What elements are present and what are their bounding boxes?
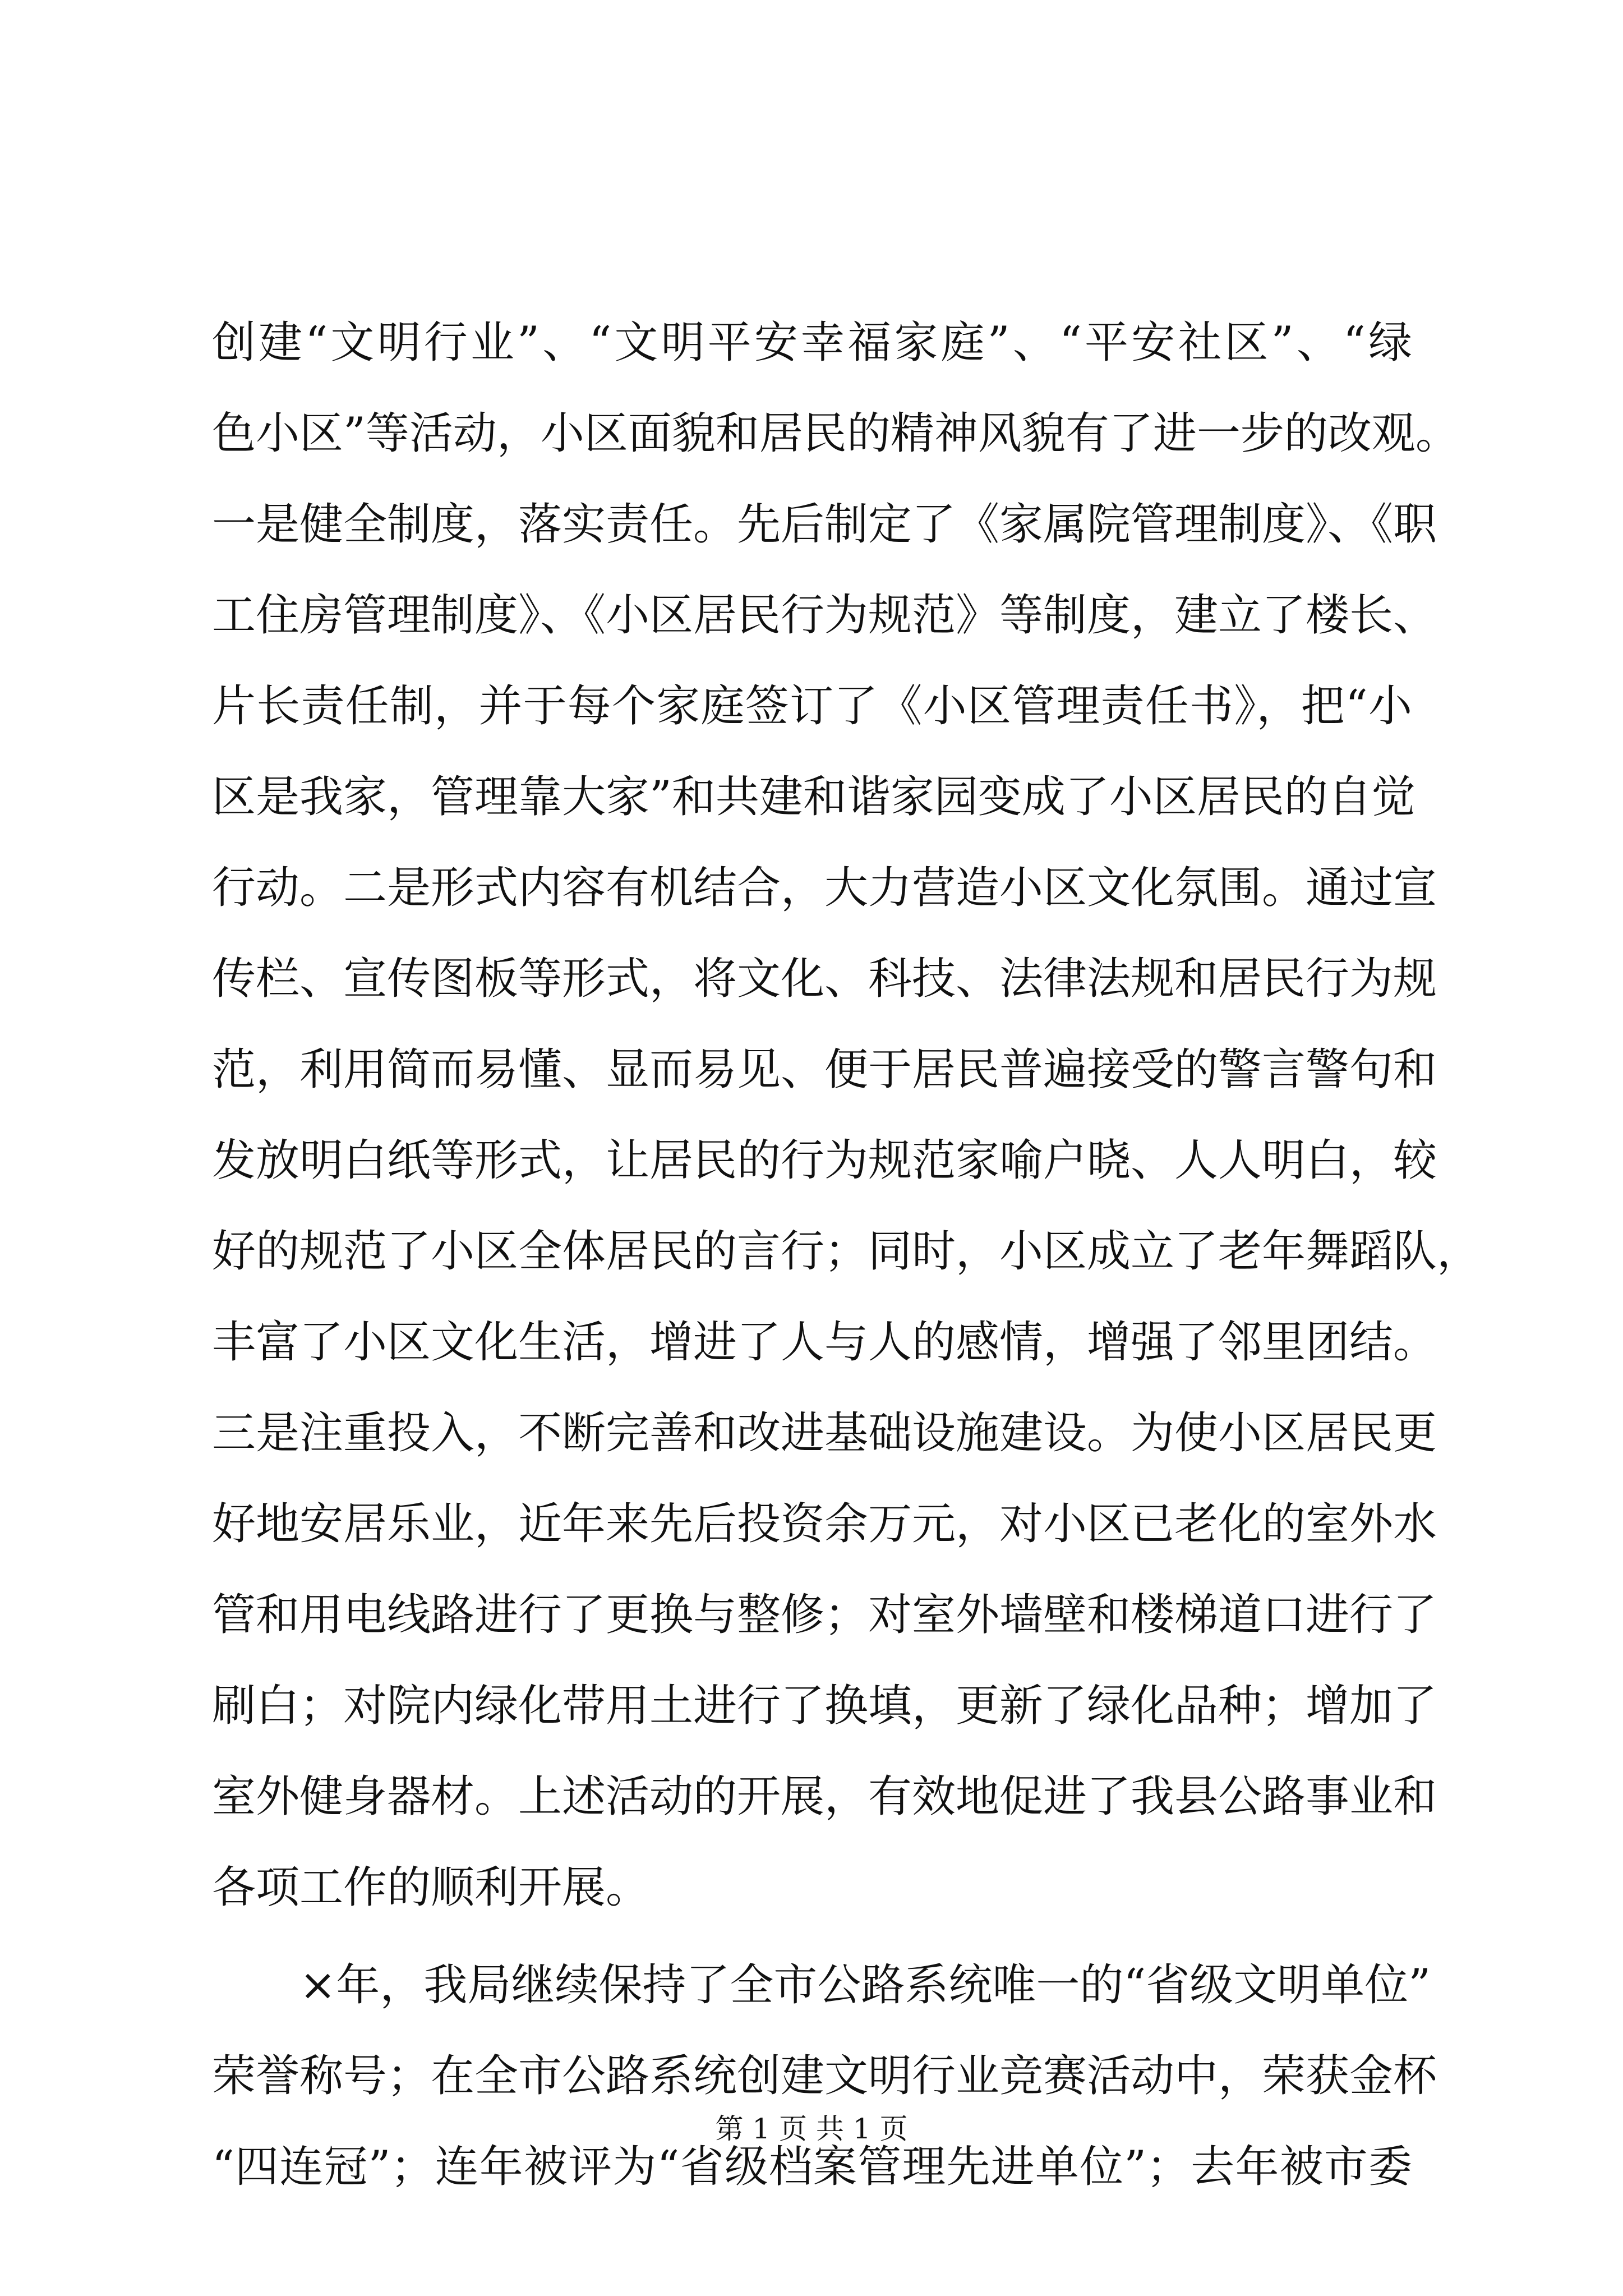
- text-line: 一是健全制度，落实责任。先后制定了《家属院管理制度》、《职: [212, 499, 1437, 550]
- text-line: 好的规范了小区全体居民的言行；同时，小区成立了老年舞蹈队，: [212, 1226, 1481, 1277]
- text-line: 行动。二是形式内容有机结合，大力营造小区文化氛围。通过宣: [212, 863, 1437, 913]
- text-line: 区是我家，管理靠大家”和共建和谐家园变成了小区居民的自觉: [212, 772, 1415, 822]
- text-line: 室外健身器材。上述活动的开展，有效地促进了我县公路事业和: [212, 1772, 1437, 1822]
- text-line: 片长责任制，并于每个家庭签订了《小区管理责任书》，把“小: [212, 681, 1412, 731]
- paragraph-gap: [212, 1933, 1412, 1940]
- text-line: 丰富了小区文化生活，增进了人与人的感情，增强了邻里团结。: [212, 1317, 1437, 1368]
- page-number: 第 1 页 共 1 页: [715, 2113, 908, 2145]
- text-line: 创建“文明行业”、“文明平安幸福家庭”、“平安社区”、“绿: [212, 318, 1412, 368]
- text-line: 好地安居乐业，近年来先后投资余万元，对小区已老化的室外水: [212, 1499, 1437, 1549]
- text-line: 传栏、宣传图板等形式，将文化、科技、法律法规和居民行为规: [212, 954, 1437, 1004]
- text-line: 色小区”等活动，小区面貌和居民的精神风貌有了进一步的改观。: [212, 408, 1459, 459]
- text-line: 工住房管理制度》、《小区居民行为规范》等制度，建立了楼长、: [212, 590, 1437, 641]
- text-line: 发放明白纸等形式，让居民的行为规范家喻户晓、人人明白，较: [212, 1135, 1437, 1186]
- text-line: 三是注重投入，不断完善和改进基础设施建设。为使小区居民更: [212, 1408, 1437, 1458]
- paragraph-1: [212, 297, 1481, 1933]
- text-line: 荣誉称号；在全市公路系统创建文明行业竞赛活动中，荣获金杯: [212, 2051, 1437, 2101]
- text-line: 刷白；对院内绿化带用土进行了换填，更新了绿化品种；增加了: [212, 1681, 1437, 1731]
- text-line: 管和用电线路进行了更换与整修；对室外墙壁和楼梯道口进行了: [212, 1590, 1437, 1640]
- paragraph-2: [212, 1940, 1437, 2212]
- page-footer: [0, 2109, 1623, 2148]
- text-line: “四连冠”；连年被评为“省级档案管理先进单位”；去年被市委: [212, 2142, 1412, 2192]
- text-line: 各项工作的顺利开展。: [212, 1862, 650, 1913]
- document-body: [212, 297, 1481, 2212]
- text-line: ×年，我局继续保持了全市公路系统唯一的“省级文明单位”: [299, 1960, 1431, 2010]
- text-line: 范，利用简而易懂、显而易见、便于居民普遍接受的警言警句和: [212, 1045, 1437, 1095]
